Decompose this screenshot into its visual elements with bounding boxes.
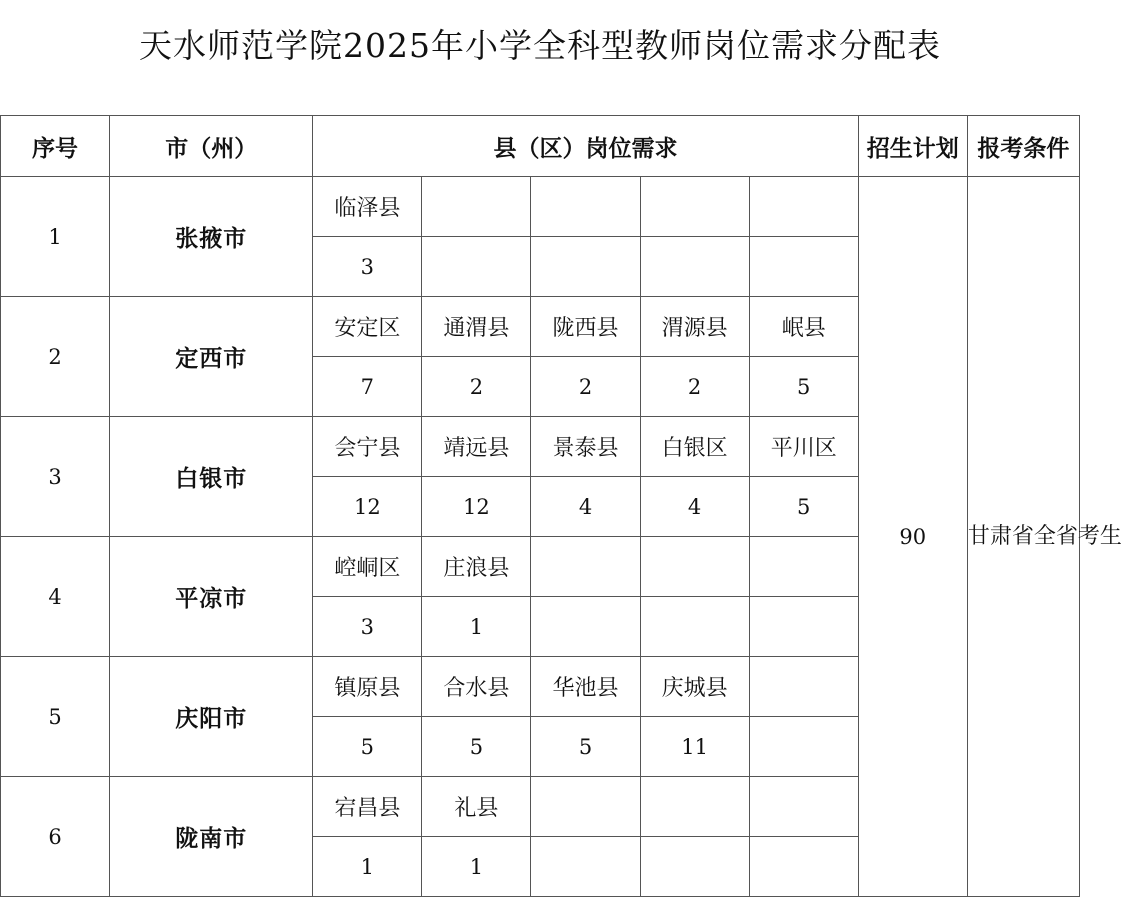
row-number: 4 (1, 537, 110, 657)
county-name: 会宁县 (313, 417, 422, 477)
county-name (749, 177, 858, 237)
demand-count: 4 (531, 477, 640, 537)
city-name: 定西市 (110, 297, 313, 417)
demand-count (640, 237, 749, 297)
condition-text: 甘肃省全省考生 (967, 177, 1079, 897)
county-name (531, 777, 640, 837)
plan-total: 90 (858, 177, 967, 897)
table-body (1, 177, 1122, 897)
demand-count: 2 (422, 357, 531, 417)
demand-count: 5 (749, 357, 858, 417)
header-city: 市（州） (110, 116, 313, 177)
demand-count (640, 837, 749, 897)
demand-count (749, 837, 858, 897)
table-header-row (1, 116, 1080, 177)
county-name: 庆城县 (640, 657, 749, 717)
city-name: 张掖市 (110, 177, 313, 297)
demand-count: 1 (313, 837, 422, 897)
county-name: 合水县 (422, 657, 531, 717)
city-name: 白银市 (110, 417, 313, 537)
county-name: 镇原县 (313, 657, 422, 717)
demand-count: 5 (749, 477, 858, 537)
county-name: 华池县 (531, 657, 640, 717)
header-plan: 招生计划 (858, 116, 967, 177)
county-name: 白银区 (640, 417, 749, 477)
city-name: 庆阳市 (110, 657, 313, 777)
county-name (749, 537, 858, 597)
county-name (640, 537, 749, 597)
county-name: 靖远县 (422, 417, 531, 477)
demand-count: 11 (640, 717, 749, 777)
county-name: 崆峒区 (313, 537, 422, 597)
row-number: 1 (1, 177, 110, 297)
county-name: 平川区 (749, 417, 858, 477)
demand-count (749, 237, 858, 297)
demand-count (749, 717, 858, 777)
county-name (531, 537, 640, 597)
city-name: 平凉市 (110, 537, 313, 657)
demand-count (531, 237, 640, 297)
county-name: 陇西县 (531, 297, 640, 357)
demand-count: 3 (313, 597, 422, 657)
county-name: 庄浪县 (422, 537, 531, 597)
county-name (422, 177, 531, 237)
county-name (749, 657, 858, 717)
demand-count: 5 (422, 717, 531, 777)
row-number: 5 (1, 657, 110, 777)
demand-count: 5 (531, 717, 640, 777)
demand-count: 7 (313, 357, 422, 417)
demand-count (749, 597, 858, 657)
row-number: 2 (1, 297, 110, 417)
demand-count: 3 (313, 237, 422, 297)
allocation-table (0, 115, 1122, 897)
demand-count: 1 (422, 837, 531, 897)
county-name: 渭源县 (640, 297, 749, 357)
page-title: 天水师范学院2025年小学全科型教师岗位需求分配表 (139, 26, 941, 65)
demand-count: 12 (313, 477, 422, 537)
county-name: 宕昌县 (313, 777, 422, 837)
row-number: 6 (1, 777, 110, 897)
demand-count: 12 (422, 477, 531, 537)
demand-count: 4 (640, 477, 749, 537)
county-name: 安定区 (313, 297, 422, 357)
demand-count (531, 597, 640, 657)
county-name (749, 777, 858, 837)
demand-count (640, 597, 749, 657)
header-condition: 报考条件 (967, 116, 1079, 177)
demand-count: 1 (422, 597, 531, 657)
demand-count: 2 (640, 357, 749, 417)
county-name: 景泰县 (531, 417, 640, 477)
county-name: 礼县 (422, 777, 531, 837)
row-number: 3 (1, 417, 110, 537)
county-name (531, 177, 640, 237)
table-row (1, 177, 1080, 237)
county-name: 岷县 (749, 297, 858, 357)
city-name: 陇南市 (110, 777, 313, 897)
county-name (640, 177, 749, 237)
demand-count: 5 (313, 717, 422, 777)
demand-count: 2 (531, 357, 640, 417)
county-name: 临泽县 (313, 177, 422, 237)
demand-count (531, 837, 640, 897)
demand-count (422, 237, 531, 297)
header-counties: 县（区）岗位需求 (313, 116, 858, 177)
header-no: 序号 (1, 116, 110, 177)
county-name: 通渭县 (422, 297, 531, 357)
county-name (640, 777, 749, 837)
